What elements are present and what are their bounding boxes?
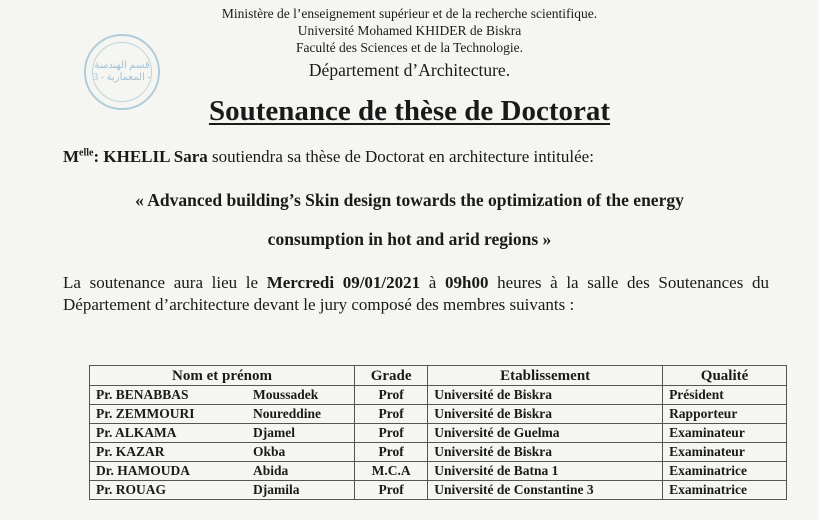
member-role: Examinateur <box>663 443 787 462</box>
faculty-line: Faculté des Sciences et de la Technologie. <box>295 40 524 55</box>
member-institution: Université de Biskra <box>428 386 663 405</box>
jury-table <box>89 365 787 500</box>
ministry-line: Ministère de l’enseignement supérieur et de la recherche scientifique. <box>221 6 598 21</box>
member-role: Rapporteur <box>663 405 787 424</box>
member-first-name: Djamila <box>247 481 355 500</box>
table-row <box>90 462 787 481</box>
member-grade: Prof <box>355 443 428 462</box>
member-institution: Université de Guelma <box>428 424 663 443</box>
intro-rest: soutiendra sa thèse de Doctorat en architecture intitulée: <box>207 147 594 166</box>
member-surname: Pr. KAZAR <box>90 443 248 462</box>
member-institution: Université de Constantine 3 <box>428 481 663 500</box>
announcement-part1: La soutenance aura lieu le <box>63 273 267 292</box>
member-role: Examinatrice <box>663 481 787 500</box>
announcement-part2: à <box>420 273 445 292</box>
member-first-name: Djamel <box>247 424 355 443</box>
thesis-title-line-1: « Advanced building’s Skin design towards the optimization of the energy <box>135 190 684 210</box>
member-grade: M.C.A <box>355 462 428 481</box>
defense-time: 09h00 <box>445 273 489 292</box>
table-row <box>90 443 787 462</box>
member-first-name: Noureddine <box>247 405 355 424</box>
member-role: Président <box>663 386 787 405</box>
member-surname: Pr. BENABBAS <box>90 386 248 405</box>
jury-header-row <box>90 366 787 386</box>
member-first-name: Moussadek <box>247 386 355 405</box>
member-grade: Prof <box>355 405 428 424</box>
member-institution: Université de Biskra <box>428 405 663 424</box>
defense-date: Mercredi 09/01/2021 <box>266 273 421 292</box>
member-role: Examinateur <box>663 424 787 443</box>
member-surname: Pr. ALKAMA <box>90 424 248 443</box>
candidate-name: : KHELIL Sara <box>93 147 208 166</box>
header-role: Qualité <box>663 366 787 386</box>
member-role: Examinatrice <box>663 462 787 481</box>
member-institution: Université de Batna 1 <box>428 462 663 481</box>
announcement-part3: heures à la salle des Soutenances du Département d’architecture devant le jury composé des membres suivants : <box>63 273 769 314</box>
header-name: Nom et prénom <box>90 366 355 386</box>
header-grade: Grade <box>355 366 428 386</box>
header-institution: Etablissement <box>428 366 663 386</box>
department-line: Département d’Architecture. <box>308 60 511 80</box>
announcement-paragraph <box>63 272 769 316</box>
member-surname: Pr. ROUAG <box>90 481 248 500</box>
member-surname: Dr. HAMOUDA <box>90 462 248 481</box>
member-grade: Prof <box>355 424 428 443</box>
member-institution: Université de Biskra <box>428 443 663 462</box>
honorific-sup: elle <box>79 147 94 159</box>
table-row <box>90 481 787 500</box>
thesis-title-line-2: consumption in hot and arid regions » <box>267 229 552 249</box>
intro-line <box>63 147 594 167</box>
member-grade: Prof <box>355 481 428 500</box>
table-row <box>90 424 787 443</box>
member-surname: Pr. ZEMMOURI <box>90 405 248 424</box>
university-line: Université Mohamed KHIDER de Biskra <box>297 23 522 38</box>
member-first-name: Okba <box>247 443 355 462</box>
honorific: M <box>63 147 80 166</box>
page-title: Soutenance de thèse de Doctorat <box>208 95 611 127</box>
table-row <box>90 405 787 424</box>
table-row <box>90 386 787 405</box>
member-grade: Prof <box>355 386 428 405</box>
member-first-name: Abida <box>247 462 355 481</box>
stamp-text: قسم الهندسة المعمارية - 3 - <box>93 60 151 83</box>
